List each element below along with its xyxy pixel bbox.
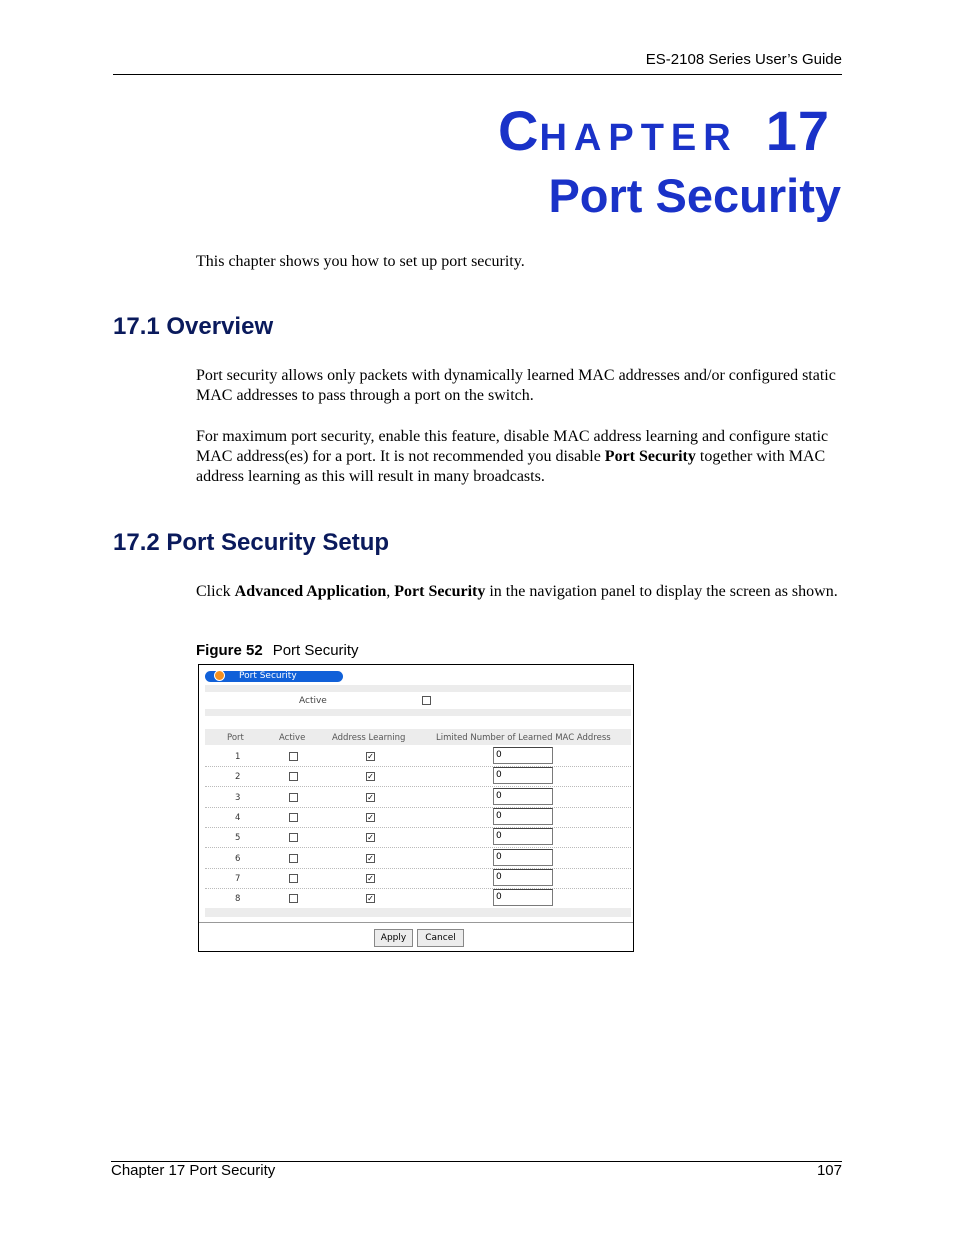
port-number: 8 bbox=[235, 894, 241, 905]
limit-mac-input[interactable]: 0 bbox=[493, 788, 553, 805]
p3-bold2: Port Security bbox=[394, 583, 486, 600]
address-learning-checkbox[interactable]: ✓ bbox=[367, 812, 374, 822]
footer-chapter: Chapter 17 Port Security bbox=[111, 1162, 276, 1179]
table-row bbox=[205, 827, 631, 848]
table-row bbox=[205, 746, 631, 767]
overview-paragraph-1: Port security allows only packets with dynamically learned MAC addresses and/or configured static MAC addresses to pass through a port on the switch. bbox=[196, 367, 836, 404]
port-number: 5 bbox=[235, 833, 241, 844]
port-number: 1 bbox=[235, 752, 241, 762]
address-learning-checkbox[interactable]: ✓ bbox=[367, 894, 374, 904]
table-row bbox=[205, 766, 631, 787]
p3-after: in the navigation panel to display the screen as shown. bbox=[485, 583, 838, 600]
address-learning-checkbox[interactable]: ✓ bbox=[367, 833, 374, 843]
port-active-checkbox[interactable] bbox=[289, 772, 298, 781]
table-row bbox=[205, 807, 631, 828]
p3-mid: , bbox=[386, 583, 395, 600]
figure-label: Figure 52 bbox=[196, 642, 263, 659]
p2-after: together with MAC address learning as this will result in many broadcasts. bbox=[196, 448, 826, 485]
active-checkbox[interactable] bbox=[422, 696, 431, 705]
port-number: 6 bbox=[235, 853, 241, 864]
active-band bbox=[205, 685, 631, 692]
address-learning-checkbox[interactable]: ✓ bbox=[367, 873, 374, 883]
chapter-label bbox=[498, 98, 830, 163]
p2-before: For maximum port security, enable this feature, disable MAC address learning and configure static MAC address(es) for a port. It is not recommended you disable bbox=[196, 428, 829, 465]
section-heading-setup: 17.2 Port Security Setup bbox=[113, 529, 390, 556]
port-active-checkbox[interactable] bbox=[289, 752, 298, 761]
port-security-screen bbox=[198, 664, 634, 952]
active-band-bottom bbox=[205, 709, 631, 716]
port-active-checkbox[interactable] bbox=[289, 833, 298, 842]
col-header-active: Active bbox=[279, 733, 306, 743]
header-guide-title: ES-2108 Series User’s Guide bbox=[645, 51, 842, 68]
p3-bold1: Advanced Application bbox=[234, 583, 387, 600]
setup-paragraph bbox=[196, 582, 846, 602]
table-row bbox=[205, 888, 631, 909]
table-row bbox=[205, 848, 631, 869]
figure-caption-text: Port Security bbox=[272, 642, 359, 659]
address-learning-checkbox[interactable]: ✓ bbox=[367, 853, 374, 863]
chapter-number: 17 bbox=[765, 99, 830, 162]
col-header-limit: Limited Number of Learned MAC Address bbox=[436, 733, 611, 743]
intro-paragraph: This chapter shows you how to set up port security. bbox=[196, 253, 525, 270]
footer-page-number: 107 bbox=[816, 1162, 842, 1179]
figure-caption bbox=[196, 642, 359, 659]
p3-before: Click bbox=[196, 583, 235, 600]
tab-label: Port Security bbox=[239, 671, 297, 681]
limit-mac-input[interactable]: 0 bbox=[493, 889, 553, 906]
port-active-checkbox[interactable] bbox=[289, 874, 298, 883]
screen-tab[interactable] bbox=[205, 671, 343, 682]
col-header-learning: Address Learning bbox=[332, 733, 406, 743]
limit-mac-input[interactable]: 0 bbox=[493, 869, 553, 886]
table-bottom-band bbox=[205, 908, 631, 917]
limit-mac-input[interactable]: 0 bbox=[493, 849, 553, 866]
port-active-checkbox[interactable] bbox=[289, 854, 298, 863]
address-learning-checkbox[interactable]: ✓ bbox=[367, 752, 374, 761]
port-active-checkbox[interactable] bbox=[289, 793, 298, 802]
header-rule bbox=[113, 74, 842, 75]
port-number: 7 bbox=[235, 873, 241, 884]
col-header-port: Port bbox=[227, 733, 244, 743]
apply-button[interactable]: Apply bbox=[374, 929, 413, 947]
limit-mac-input[interactable]: 0 bbox=[493, 808, 553, 825]
limit-mac-input[interactable]: 0 bbox=[493, 828, 553, 845]
chapter-title: Port Security bbox=[548, 169, 841, 222]
cancel-button[interactable]: Cancel bbox=[417, 929, 464, 947]
p2-bold: Port Security bbox=[604, 448, 696, 465]
port-number: 4 bbox=[235, 812, 241, 823]
port-active-checkbox[interactable] bbox=[289, 813, 298, 822]
chapter-label-rest: HAPTER bbox=[539, 117, 738, 159]
port-number: 3 bbox=[235, 792, 241, 803]
button-separator bbox=[199, 922, 633, 923]
chapter-label-initial: C bbox=[498, 99, 540, 162]
port-active-checkbox[interactable] bbox=[289, 894, 298, 903]
table-row bbox=[205, 787, 631, 808]
section-heading-overview: 17.1 Overview bbox=[113, 313, 274, 340]
port-number: 2 bbox=[235, 772, 241, 783]
limit-mac-input[interactable]: 0 bbox=[493, 767, 553, 784]
address-learning-checkbox[interactable]: ✓ bbox=[367, 792, 374, 802]
overview-paragraph-2 bbox=[196, 427, 846, 487]
table-row bbox=[205, 868, 631, 889]
address-learning-checkbox[interactable]: ✓ bbox=[367, 772, 374, 782]
limit-mac-input[interactable]: 0 bbox=[493, 747, 553, 764]
active-label: Active bbox=[299, 696, 327, 706]
tab-bullet-icon bbox=[214, 670, 225, 681]
